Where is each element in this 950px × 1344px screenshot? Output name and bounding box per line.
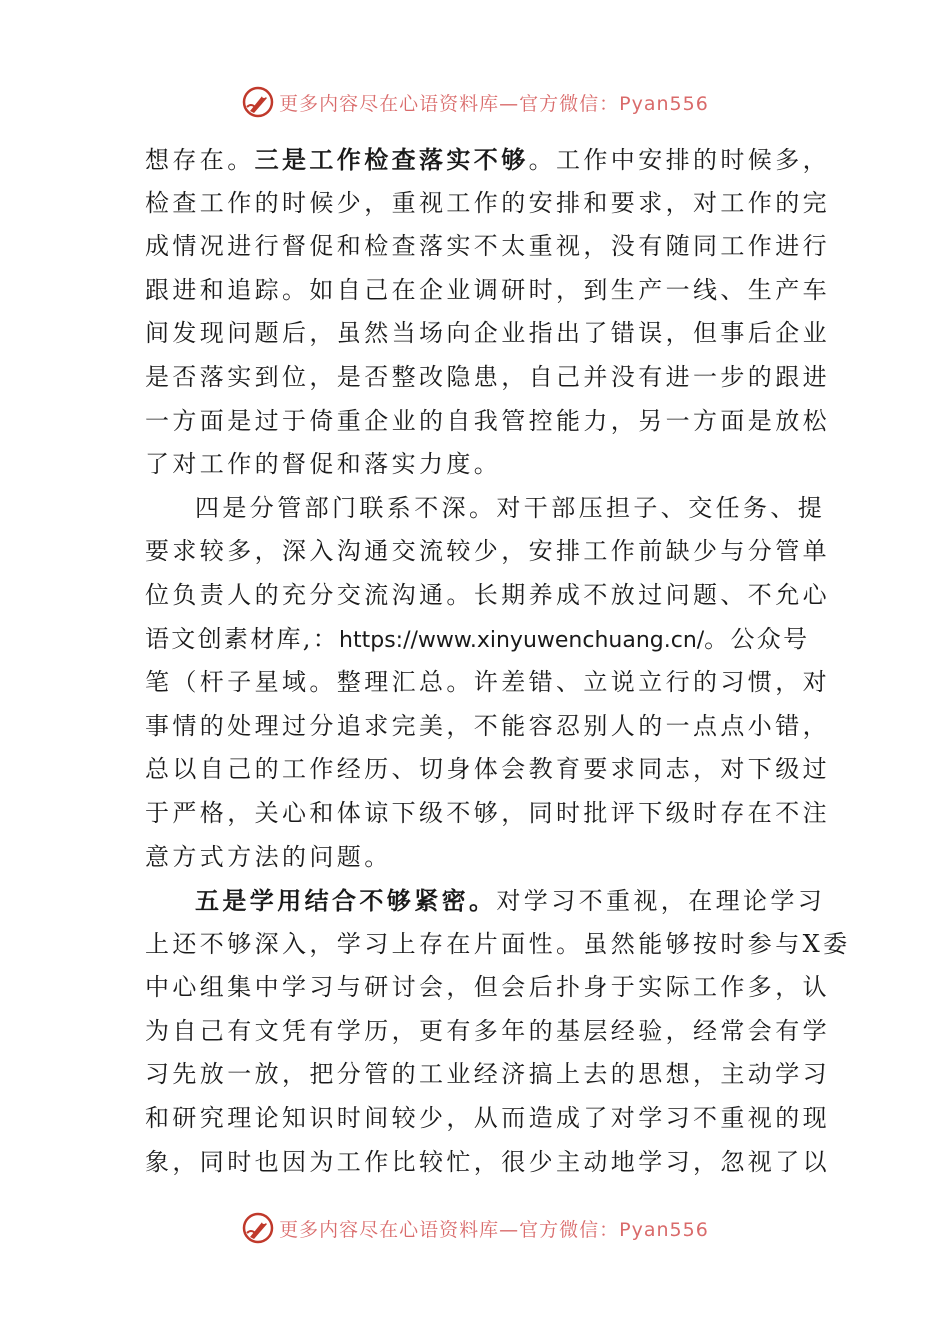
paragraph-line: 要求较多，深入沟通交流较少，安排工作前缺少与分管单 [145, 537, 830, 566]
pen-nib-icon [241, 85, 275, 119]
paragraph-line: 于严格，关心和体谅下级不够，同时批评下级时存在不注 [145, 798, 830, 827]
header-banner-text: 更多内容尽在心语资料库—官方微信：Pyan556 [279, 92, 709, 115]
document-body [145, 138, 851, 1184]
bold-heading: 三是工作检查落实不够 [254, 145, 529, 174]
paragraph-line: 意方式方法的问题。 [145, 842, 392, 871]
pen-nib-icon [241, 1211, 275, 1245]
paragraph-line: 中心组集中学习与研讨会，但会后扑身于实际工作多，认 [145, 973, 830, 1002]
paragraph-line: 事情的处理过分追求完美，不能容忍别人的一点点小错， [145, 711, 830, 740]
paragraph-line: 习先放一放，把分管的工业经济搞上去的思想，主动学习 [145, 1060, 830, 1089]
paragraph-line: 语文创素材库,：https://www.xinyuwenchuang.cn/。公众号 [145, 624, 810, 653]
website-link[interactable]: https://www.xinyuwenchuang.cn/ [339, 627, 705, 653]
paragraph-line: 了对工作的督促和落实力度。 [145, 450, 502, 479]
paragraph-line: 五是学用结合不够紧密。对学习不重视，在理论学习 [195, 886, 826, 916]
paragraph-line: 总以自己的工作经历、切身体会教育要求同志，对下级过 [145, 755, 830, 784]
paragraph-line: 间发现问题后，虽然当场向企业指出了错误，但事后企业 [145, 319, 830, 348]
paragraph-line: 笔（杆子星域。整理汇总。许差错、立说立行的习惯，对 [145, 668, 830, 697]
paragraph-line: 一方面是过于倚重企业的自我管控能力，另一方面是放松 [145, 406, 830, 435]
paragraph-line: 检查工作的时候少，重视工作的安排和要求，对工作的完 [145, 188, 830, 217]
paragraph-line: 四是分管部门联系不深。对干部压担子、交任务、提 [195, 493, 826, 522]
header-banner [0, 82, 950, 122]
paragraph-line: 是否落实到位，是否整改隐患，自己并没有进一步的跟进 [145, 362, 830, 391]
footer-banner [0, 1208, 950, 1248]
bold-heading: 五是学用结合不够紧密。 [195, 886, 497, 916]
paragraph-line: 和研究理论知识时间较少，从而造成了对学习不重视的现 [145, 1104, 830, 1133]
paragraph-line: 上还不够深入，学习上存在片面性。虽然能够按时参与X委 [145, 929, 851, 958]
paragraph-line: 成情况进行督促和检查落实不太重视，没有随同工作进行 [145, 232, 830, 261]
paragraph-line: 为自己有文凭有学历，更有多年的基层经验，经常会有学 [145, 1016, 830, 1045]
paragraph-line: 跟进和追踪。如自己在企业调研时，到生产一线、生产车 [145, 275, 830, 304]
footer-banner-text: 更多内容尽在心语资料库—官方微信：Pyan556 [279, 1218, 709, 1241]
paragraph-line: 想存在。三是工作检查落实不够。工作中安排的时候多， [145, 145, 831, 174]
paragraph-line: 象，同时也因为工作比较忙，很少主动地学习，忽视了以 [145, 1147, 830, 1176]
paragraph-line: 位负责人的充分交流沟通。长期养成不放过问题、不允心 [145, 580, 830, 609]
